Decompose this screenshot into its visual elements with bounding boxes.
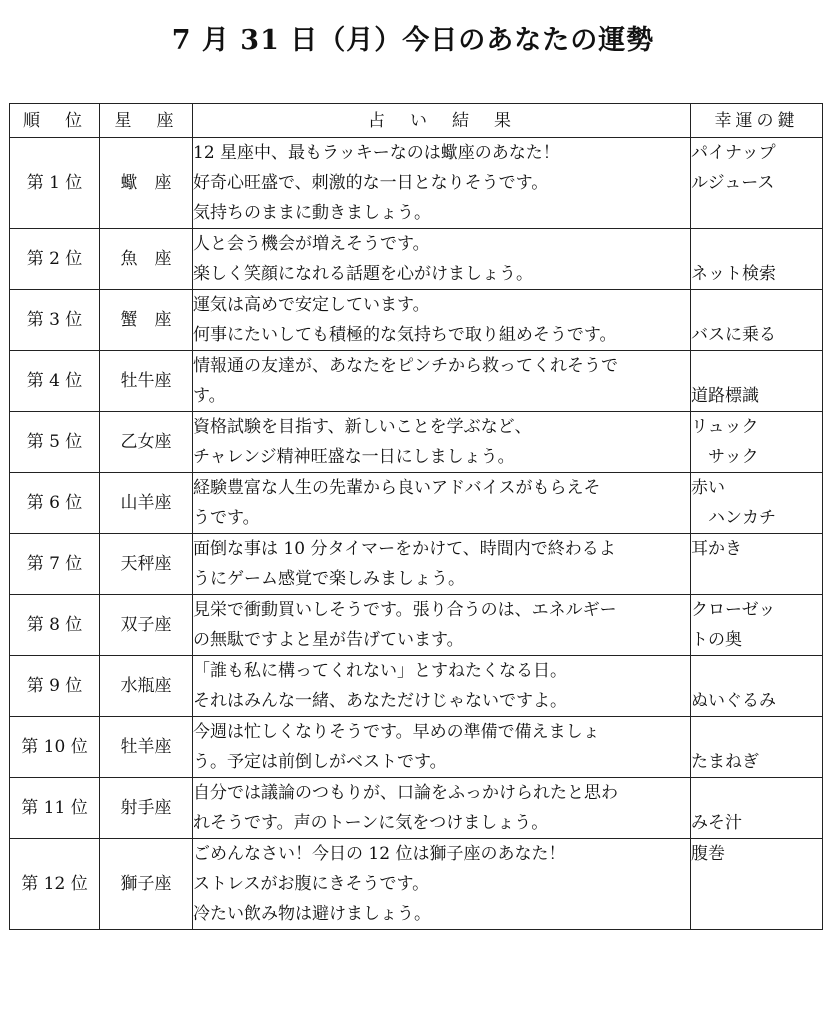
rank-cell: 第 8 位: [10, 595, 100, 656]
lucky-key-cell: [691, 138, 823, 229]
rank-cell: 第 11 位: [10, 778, 100, 839]
result-line: の無駄ですよと星が告げています。: [193, 630, 464, 650]
lucky-key-line: 赤い: [691, 478, 725, 498]
result-line: 今週は忙しくなりそうです。早めの準備で備えましょ: [193, 722, 600, 742]
lucky-key-line: [691, 717, 822, 747]
lucky-key-line: リュック: [691, 417, 759, 437]
lucky-key-line: ルジュース: [691, 173, 775, 193]
result-line: 楽しく笑顔になれる話題を心がけましょう。: [193, 264, 533, 284]
lucky-key-cell: [691, 534, 823, 595]
rank-cell: 第 12 位: [10, 839, 100, 930]
rank-cell: 第 3 位: [10, 290, 100, 351]
lucky-key-line: クローゼッ: [691, 600, 776, 620]
result-line: れそうです。声のトーンに気をつけましょう。: [193, 813, 549, 833]
result-cell: [193, 290, 691, 351]
result-line: 運気は高めで安定しています。: [193, 295, 430, 315]
table-row: [10, 229, 823, 290]
header-rank: 順 位: [10, 104, 100, 138]
result-cell: [193, 656, 691, 717]
result-line: うにゲーム感覚で楽しみましょう。: [193, 569, 465, 589]
header-lucky-key: 幸運の鍵: [691, 104, 823, 138]
table-row: [10, 595, 823, 656]
result-line: ストレスがお腹にきそうです。: [193, 874, 430, 894]
sign-cell: 魚 座: [100, 229, 193, 290]
result-cell: [193, 351, 691, 412]
sign-cell: 双子座: [100, 595, 193, 656]
sign-cell: 乙女座: [100, 412, 193, 473]
sign-cell: 山羊座: [100, 473, 193, 534]
lucky-key-line: ハンカチ: [691, 508, 776, 528]
lucky-key-line: 道路標識: [691, 386, 759, 406]
lucky-key-line: みそ汁: [691, 813, 742, 833]
lucky-key-line: [691, 778, 822, 808]
table-row: [10, 778, 823, 839]
rank-cell: 第 2 位: [10, 229, 100, 290]
lucky-key-line: たまねぎ: [691, 752, 759, 772]
result-line: うです。: [193, 508, 260, 528]
result-cell: [193, 138, 691, 229]
result-cell: [193, 412, 691, 473]
sign-cell: 天秤座: [100, 534, 193, 595]
result-line: 経験豊富な人生の先輩から良いアドバイスがもらえそ: [193, 478, 601, 498]
fortune-table: [9, 103, 823, 930]
sign-cell: 蠍 座: [100, 138, 193, 229]
lucky-key-cell: [691, 778, 823, 839]
result-line: う。予定は前倒しがベストです。: [193, 752, 447, 772]
result-cell: [193, 839, 691, 930]
lucky-key-line: パイナップ: [691, 143, 776, 163]
page-title: 7 月 31 日（月）今日のあなたの運勢: [171, 25, 655, 56]
result-cell: [193, 595, 691, 656]
lucky-key-cell: [691, 717, 823, 778]
lucky-key-line: ネット検索: [691, 264, 776, 284]
result-line: 何事にたいしても積極的な気持ちで取り組めそうです。: [193, 325, 617, 345]
sign-cell: 獅子座: [100, 839, 193, 930]
lucky-key-line: [691, 869, 822, 899]
lucky-key-line: [691, 229, 822, 259]
rank-cell: 第 5 位: [10, 412, 100, 473]
rank-cell: 第 4 位: [10, 351, 100, 412]
rank-cell: 第 6 位: [10, 473, 100, 534]
sign-cell: 牡牛座: [100, 351, 193, 412]
result-line: 好奇心旺盛で、刺激的な一日となりそうです。: [193, 173, 549, 193]
result-line: す。: [193, 386, 226, 406]
result-line: 人と会う機会が増えそうです。: [193, 234, 430, 254]
result-line: 資格試験を目指す、新しいことを学ぶなど、: [193, 417, 532, 437]
result-cell: [193, 717, 691, 778]
result-cell: [193, 473, 691, 534]
lucky-key-cell: [691, 351, 823, 412]
result-line: ごめんなさい！今日の 12 位は獅子座のあなた！: [193, 844, 566, 864]
lucky-key-cell: [691, 290, 823, 351]
lucky-key-line: トの奥: [691, 630, 742, 650]
result-line: チャレンジ精神旺盛な一日にしましょう。: [193, 447, 515, 467]
table-row: [10, 138, 823, 229]
result-line: 気持ちのままに動きましょう。: [193, 203, 431, 223]
lucky-key-line: 腹巻: [691, 844, 725, 864]
result-line: 12 星座中、最もラッキーなのは蠍座のあなた！: [193, 143, 560, 163]
result-cell: [193, 778, 691, 839]
table-header-row: [10, 104, 823, 138]
lucky-key-line: バスに乗る: [691, 325, 776, 345]
lucky-key-line: [691, 351, 822, 381]
lucky-key-line: [691, 290, 822, 320]
result-line: それはみんな一緒、あなただけじゃないですよ。: [193, 691, 567, 711]
result-line: 冷たい飲み物は避けましょう。: [193, 904, 431, 924]
table-row: [10, 473, 823, 534]
lucky-key-cell: [691, 229, 823, 290]
lucky-key-cell: [691, 656, 823, 717]
table-row: [10, 534, 823, 595]
rank-cell: 第 7 位: [10, 534, 100, 595]
rank-cell: 第 1 位: [10, 138, 100, 229]
result-line: 情報通の友達が、あなたをピンチから救ってくれそうで: [193, 356, 618, 376]
rank-cell: 第 9 位: [10, 656, 100, 717]
result-cell: [193, 534, 691, 595]
lucky-key-line: [691, 564, 822, 594]
result-line: 自分では議論のつもりが、口論をふっかけられたと思わ: [193, 783, 618, 803]
lucky-key-cell: [691, 839, 823, 930]
header-sign: 星 座: [100, 104, 193, 138]
table-row: [10, 351, 823, 412]
result-line: 「誰も私に構ってくれない」とすねたくなる日。: [193, 661, 567, 681]
sign-cell: 水瓶座: [100, 656, 193, 717]
table-row: [10, 290, 823, 351]
lucky-key-cell: [691, 595, 823, 656]
lucky-key-line: 耳かき: [691, 539, 742, 559]
lucky-key-line: ぬいぐるみ: [691, 691, 776, 711]
lucky-key-cell: [691, 412, 823, 473]
result-line: 見栄で衝動買いしそうです。張り合うのは、エネルギー: [193, 600, 617, 620]
table-row: [10, 412, 823, 473]
lucky-key-cell: [691, 473, 823, 534]
lucky-key-line: [691, 656, 822, 686]
sign-cell: 蟹 座: [100, 290, 193, 351]
table-row: [10, 839, 823, 930]
table-row: [10, 717, 823, 778]
result-line: 面倒な事は 10 分タイマーをかけて、時間内で終わるよ: [193, 539, 616, 559]
sign-cell: 牡羊座: [100, 717, 193, 778]
table-row: [10, 656, 823, 717]
rank-cell: 第 10 位: [10, 717, 100, 778]
sign-cell: 射手座: [100, 778, 193, 839]
header-result: 占 い 結 果: [193, 104, 691, 138]
result-cell: [193, 229, 691, 290]
lucky-key-line: サック: [691, 447, 759, 467]
